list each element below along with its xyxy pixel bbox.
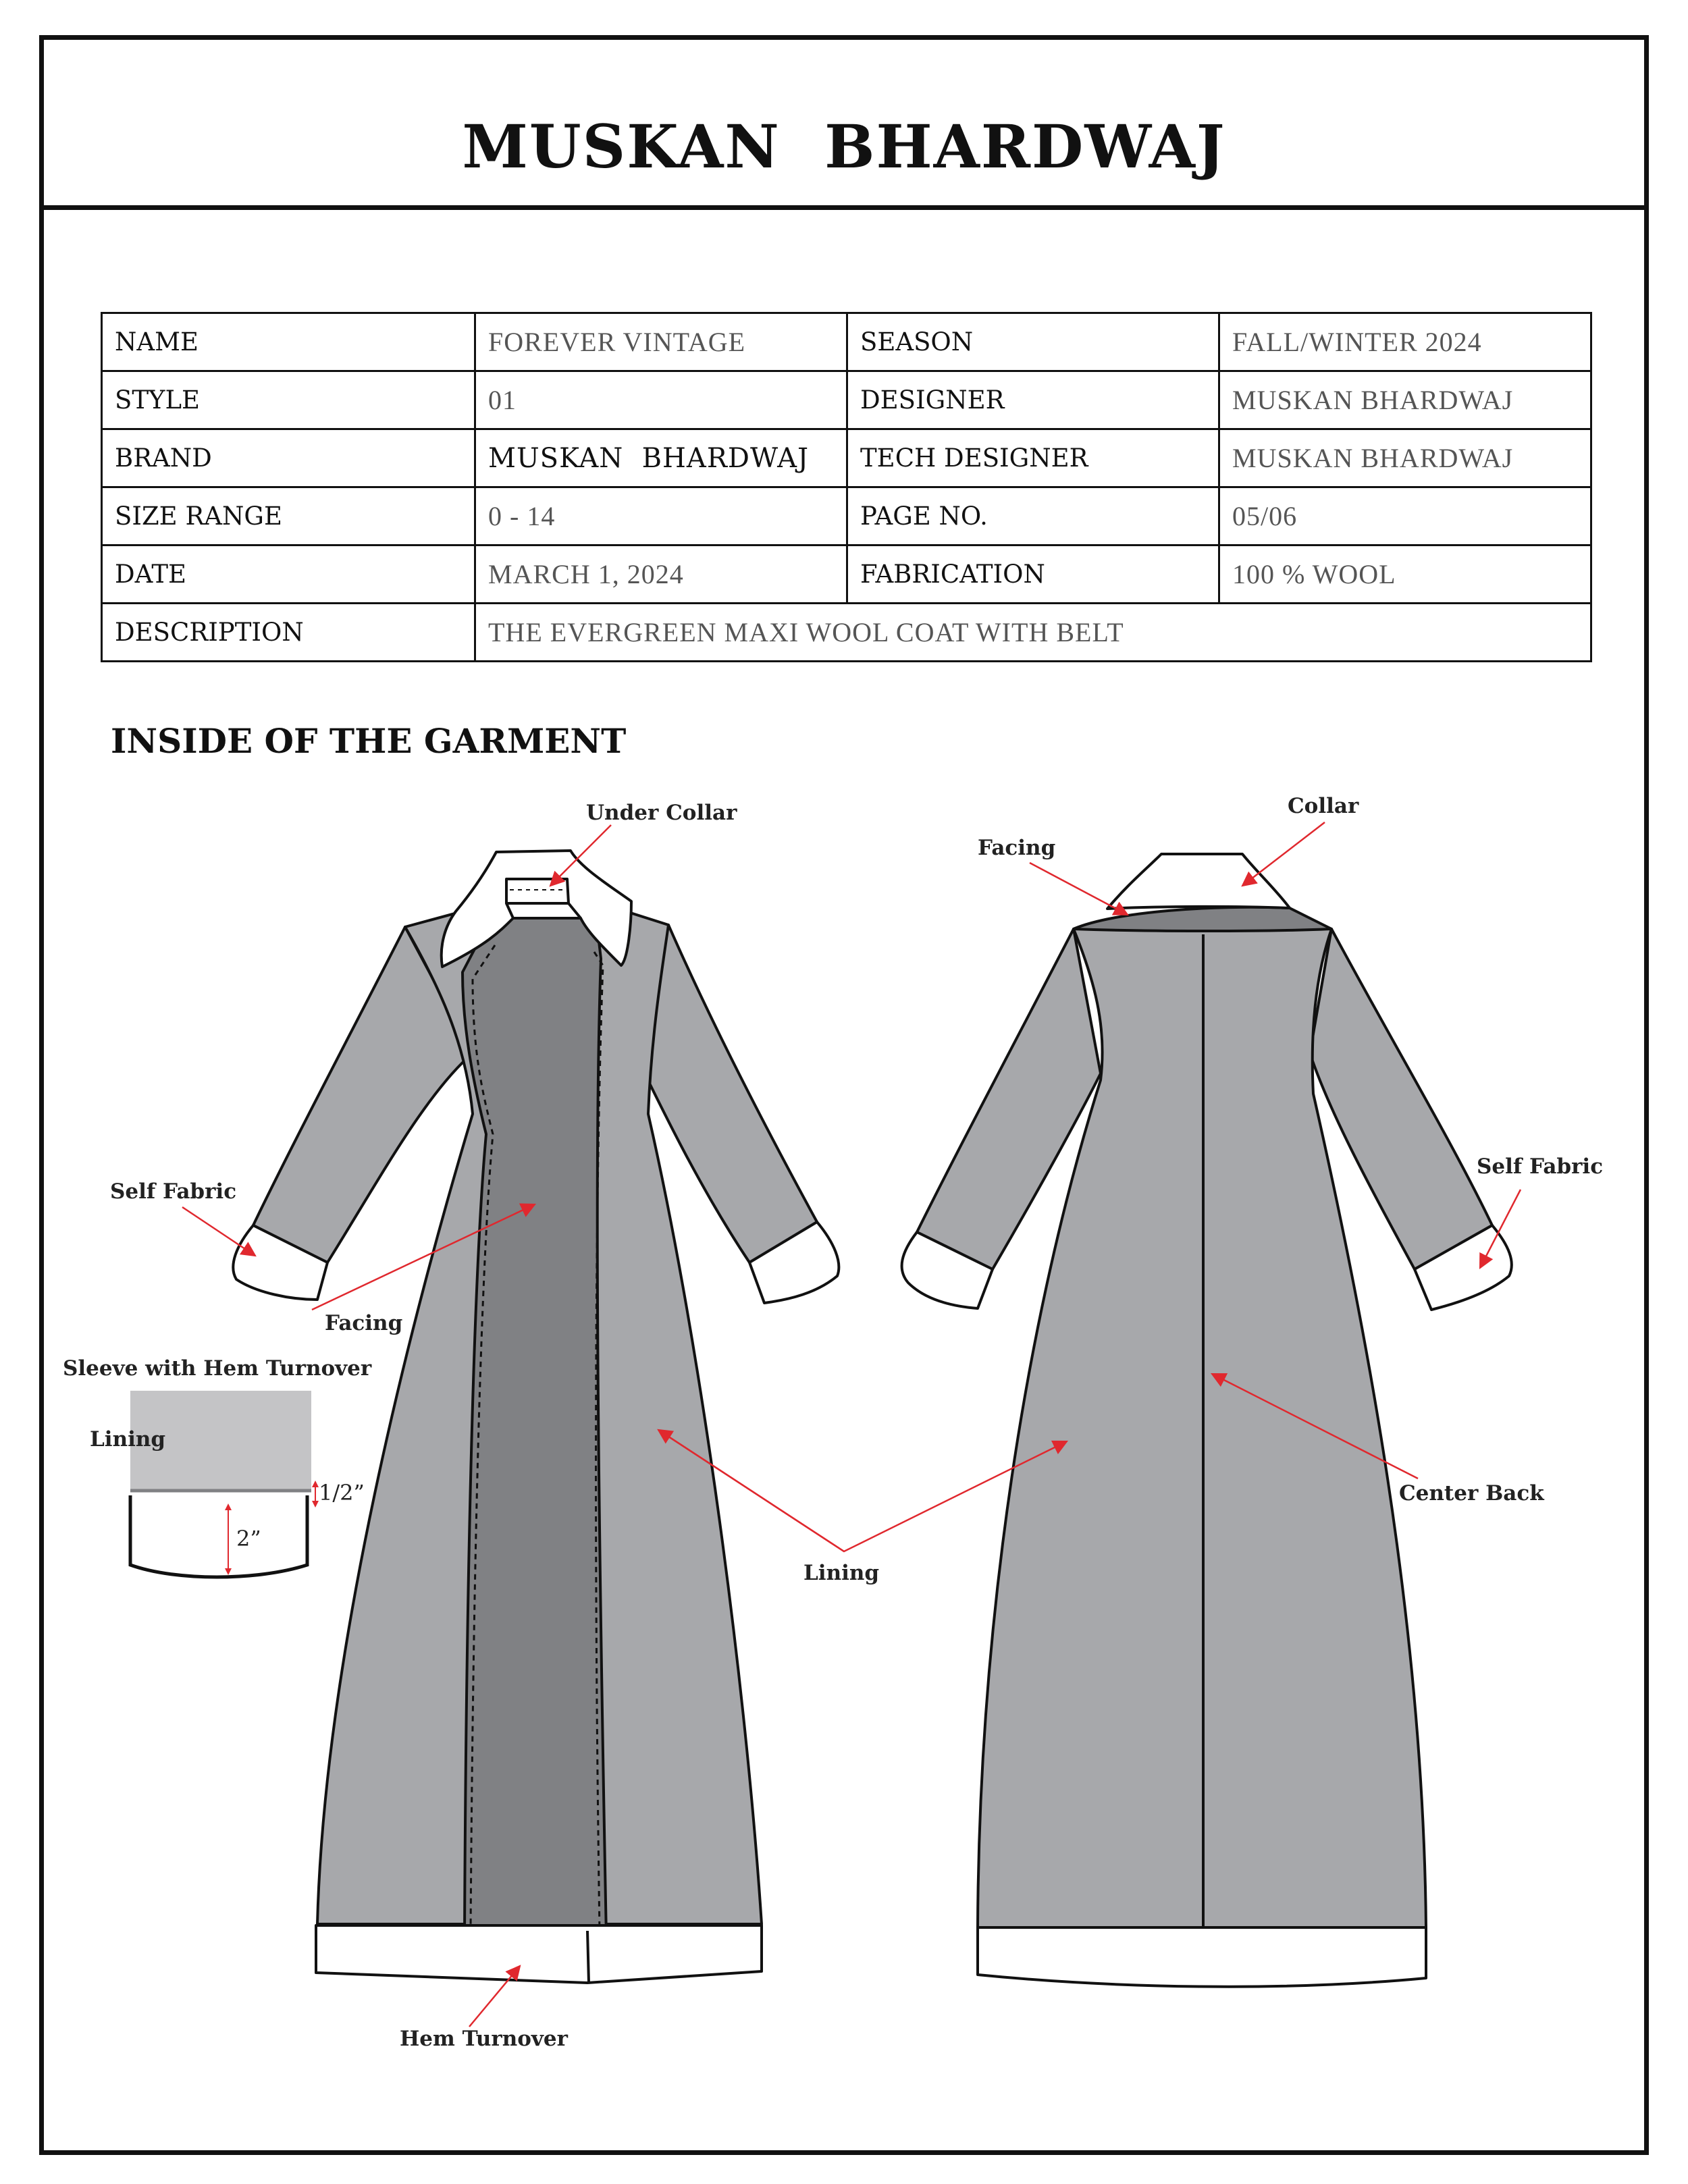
spec-value: MUSKAN BHARDWAJ bbox=[1219, 371, 1591, 429]
label-two-inch: 2” bbox=[236, 1526, 261, 1551]
spec-label: NAME bbox=[102, 313, 475, 371]
spec-label: BRAND bbox=[102, 429, 475, 487]
brand-title: MUSKAN BHARDWAJ bbox=[462, 111, 1226, 182]
spec-value: MUSKAN BHARDWAJ bbox=[475, 429, 847, 487]
spec-label: SIZE RANGE bbox=[102, 487, 475, 545]
label-facing-front: Facing bbox=[325, 1311, 403, 1335]
label-lining-swatch: Lining bbox=[90, 1427, 166, 1451]
label-self-fabric-right: Self Fabric bbox=[1477, 1154, 1604, 1179]
spec-value: FALL/WINTER 2024 bbox=[1219, 313, 1591, 371]
label-half-inch: 1/2” bbox=[319, 1480, 365, 1506]
label-facing-back: Facing bbox=[978, 836, 1056, 860]
description-label: DESCRIPTION bbox=[102, 604, 475, 662]
front-facing bbox=[463, 901, 606, 1938]
spec-label: DATE bbox=[102, 545, 475, 604]
front-hem-band bbox=[316, 1925, 762, 1983]
label-collar: Collar bbox=[1288, 794, 1359, 818]
back-facing bbox=[1074, 907, 1331, 931]
label-under-collar: Under Collar bbox=[586, 801, 737, 825]
spec-value: 0 - 14 bbox=[475, 487, 847, 545]
spec-label: SEASON bbox=[847, 313, 1219, 371]
back-view bbox=[902, 854, 1512, 1987]
sleeve-hem-detail bbox=[130, 1391, 315, 1577]
spec-label: DESIGNER bbox=[847, 371, 1219, 429]
label-self-fabric-left: Self Fabric bbox=[110, 1179, 237, 1204]
label-center-back: Center Back bbox=[1399, 1481, 1544, 1506]
spec-value: MUSKAN BHARDWAJ bbox=[1219, 429, 1591, 487]
spec-value: 05/06 bbox=[1219, 487, 1591, 545]
arrow-facing-back bbox=[1030, 863, 1128, 915]
sleeve-detail-title: Sleeve with Hem Turnover bbox=[63, 1356, 372, 1381]
spec-value: MARCH 1, 2024 bbox=[475, 545, 847, 604]
spec-value: 100 % WOOL bbox=[1219, 545, 1591, 604]
arrow-self-fabric-left bbox=[182, 1207, 255, 1256]
sleeve-hem-outline bbox=[130, 1495, 307, 1577]
back-collar bbox=[1107, 854, 1290, 909]
label-hem-turnover: Hem Turnover bbox=[400, 2027, 568, 2051]
spec-label: TECH DESIGNER bbox=[847, 429, 1219, 487]
arrow-collar bbox=[1242, 822, 1325, 886]
back-hem-band bbox=[978, 1927, 1426, 1987]
spec-value: 01 bbox=[475, 371, 847, 429]
front-inside-view bbox=[233, 851, 839, 1983]
label-lining: Lining bbox=[803, 1561, 880, 1585]
spec-label: FABRICATION bbox=[847, 545, 1219, 604]
front-under-collar bbox=[506, 879, 569, 903]
spec-label: PAGE NO. bbox=[847, 487, 1219, 545]
spec-label: STYLE bbox=[102, 371, 475, 429]
spec-value: FOREVER VINTAGE bbox=[475, 313, 847, 371]
section-title: INSIDE OF THE GARMENT bbox=[111, 721, 627, 761]
description-value: THE EVERGREEN MAXI WOOL COAT WITH BELT bbox=[475, 604, 1591, 662]
